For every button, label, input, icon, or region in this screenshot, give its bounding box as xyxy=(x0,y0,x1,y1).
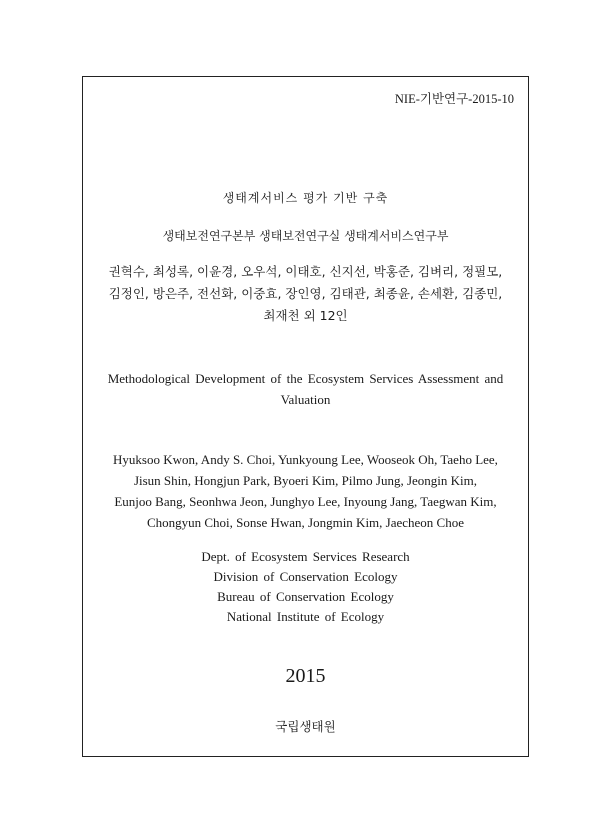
english-authors-line: Hyuksoo Kwon, Andy S. Choi, Yunkyoung Lee, Wooseok Oh, Taeho Lee, xyxy=(113,452,498,467)
english-authors-line: Chongyun Choi, Sonse Hwan, Jongmin Kim, Jaecheon Choe xyxy=(146,515,465,530)
english-title-line: Methodological Development of the Ecosystem Services Assessment and xyxy=(107,371,504,386)
publication-year: 2015 xyxy=(285,665,326,687)
affiliation-line: Division of Conservation Ecology xyxy=(213,569,398,584)
korean-authors xyxy=(83,261,528,327)
korean-authors-line: 김정인, 방은주, 전선화, 이중효, 장인영, 김태관, 최종윤, 손세환, 김종민, xyxy=(108,286,503,301)
report-id: NIE-기반연구-2015-10 xyxy=(394,92,514,106)
english-title xyxy=(83,368,528,410)
korean-authors-line: 권혁수, 최성록, 이윤경, 오우석, 이태호, 신지선, 박홍준, 김벼리, 정필모, xyxy=(108,264,503,279)
publisher: 국립생태원 xyxy=(275,719,336,734)
affiliation-line: National Institute of Ecology xyxy=(226,609,385,624)
korean-title: 생태계서비스 평가 기반 구축 xyxy=(222,191,389,205)
affiliation-line: Bureau of Conservation Ecology xyxy=(217,589,394,604)
english-authors-line: Jisun Shin, Hongjun Park, Byoeri Kim, Pilmo Jung, Jeongin Kim, xyxy=(133,473,478,488)
korean-authors-line: 최재천 외 12인 xyxy=(263,308,348,323)
english-authors-line: Eunjoo Bang, Seonhwa Jeon, Junghyo Lee, Inyoung Jang, Taegwan Kim, xyxy=(114,494,497,509)
english-title-line: Valuation xyxy=(280,392,331,407)
english-affiliation xyxy=(83,547,528,627)
cover-frame xyxy=(82,76,529,757)
korean-department: 생태보전연구본부 생태보전연구실 생태계서비스연구부 xyxy=(162,229,449,243)
english-authors xyxy=(83,449,528,533)
affiliation-line: Dept. of Ecosystem Services Research xyxy=(201,549,410,564)
